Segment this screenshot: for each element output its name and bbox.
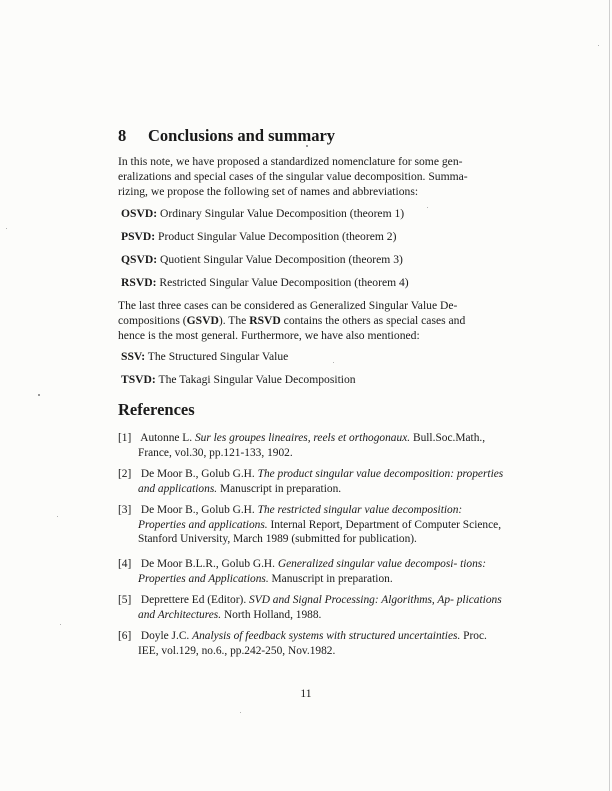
rsvd-abbr: RSVD: [249, 314, 281, 327]
definition-abbr: QSVD:: [121, 253, 158, 266]
reference-title: Generalized singular value decomposi- tions: Properties and Applications.: [138, 558, 487, 585]
scan-edge: [609, 0, 610, 791]
reference-title: Sur les groupes lineaires, reels et orthogonaux.: [194, 432, 411, 444]
reference-authors: De Moor B., Golub G.H.: [140, 468, 255, 480]
scan-speck: [598, 45, 599, 46]
reference-authors: Doyle J.C.: [140, 630, 190, 642]
page-number: 11: [300, 687, 312, 700]
section-heading: [118, 126, 498, 146]
scan-speck: [333, 362, 334, 363]
definition-ssv: [121, 350, 288, 364]
reference-tag: [3]: [118, 504, 132, 516]
scan-speck: [427, 207, 428, 208]
intro-line-3: rizing, we propose the following set of names and abbreviations:: [118, 185, 419, 198]
definition-psvd: [121, 230, 396, 244]
reference-source: Bull.Soc.Math., France, vol.30, pp.121-133, 1902.: [138, 432, 486, 459]
definition-tsvd: [121, 373, 356, 387]
scan-speck: [6, 228, 7, 229]
section-title: Conclusions and summary: [148, 126, 336, 145]
reference-tag: [1]: [118, 432, 132, 444]
scan-speck: [240, 712, 241, 713]
definition-text: Restricted Singular Value Decomposition (theorem 4): [159, 276, 409, 289]
reference-6: [118, 629, 508, 658]
closing-line-1: The last three cases can be considered as Generalized Singular Value De-: [118, 299, 458, 312]
reference-title: The restricted singular value decomposition: Properties and applications.: [138, 504, 463, 531]
reference-source: Proc. IEE, vol.129, no.6., pp.242-250, Nov.1982.: [138, 630, 487, 657]
reference-source: North Holland, 1988.: [223, 608, 322, 621]
closing-line-3: hence is the most general. Furthermore, we have also mentioned:: [118, 329, 420, 342]
section-number: 8: [118, 126, 127, 145]
definition-rsvd: [121, 276, 409, 290]
reference-authors: Autonne L.: [140, 432, 193, 444]
scan-speck: [57, 516, 58, 517]
reference-5: [118, 593, 508, 622]
reference-tag: [6]: [118, 630, 132, 642]
reference-authors: De Moor B., Golub G.H.: [140, 504, 255, 516]
definition-abbr: SSV:: [121, 350, 146, 363]
reference-tag: [5]: [118, 594, 132, 606]
definition-text: The Structured Singular Value: [147, 350, 289, 363]
definition-text: Ordinary Singular Value Decomposition (theorem 1): [159, 207, 405, 220]
definition-abbr: OSVD:: [121, 207, 158, 220]
reference-title: The product singular value decomposition: properties and applications.: [138, 468, 504, 495]
reference-source: Internal Report, Department of Computer Science, Stanford University, March 1989 (submitted for publication).: [138, 518, 502, 546]
reference-tag: [2]: [118, 468, 132, 480]
closing-text: compositions (: [118, 314, 187, 327]
reference-2: [118, 467, 508, 496]
closing-line-2: [118, 314, 465, 329]
definition-abbr: RSVD:: [121, 276, 157, 289]
reference-1: [118, 431, 508, 460]
reference-3: [118, 503, 508, 547]
reference-source: Manuscript in preparation.: [219, 482, 342, 495]
reference-source: Manuscript in preparation.: [271, 572, 393, 585]
reference-title: SVD and Signal Processing: Algorithms, Ap- plications and Architectures.: [138, 594, 502, 621]
reference-authors: De Moor B.L.R., Golub G.H.: [140, 558, 276, 570]
reference-4: [118, 557, 508, 586]
reference-tag: [4]: [118, 558, 132, 570]
definition-osvd: [121, 207, 404, 221]
definition-abbr: PSVD:: [121, 230, 156, 243]
references-heading: References: [118, 400, 195, 419]
definition-text: The Takagi Singular Value Decomposition: [158, 373, 356, 386]
definition-qsvd: [121, 253, 403, 267]
reference-title: Analysis of feedback systems with structured uncertainties.: [192, 630, 461, 642]
closing-text: ). The: [218, 314, 250, 327]
definition-text: Quotient Singular Value Decomposition (theorem 3): [159, 253, 403, 266]
scan-speck: [60, 624, 61, 625]
definition-abbr: TSVD:: [121, 373, 156, 386]
intro-line-1: In this note, we have proposed a standardized nomenclature for some gen-: [118, 155, 463, 168]
gsvd-abbr: GSVD: [186, 314, 219, 327]
reference-authors: Deprettere Ed (Editor).: [140, 594, 247, 606]
scan-speck: [38, 394, 40, 396]
closing-text: contains the others as special cases and: [280, 314, 466, 327]
intro-line-2: eralizations and special cases of the singular value decomposition. Summa-: [118, 170, 468, 183]
definition-text: Product Singular Value Decomposition (theorem 2): [158, 230, 397, 243]
